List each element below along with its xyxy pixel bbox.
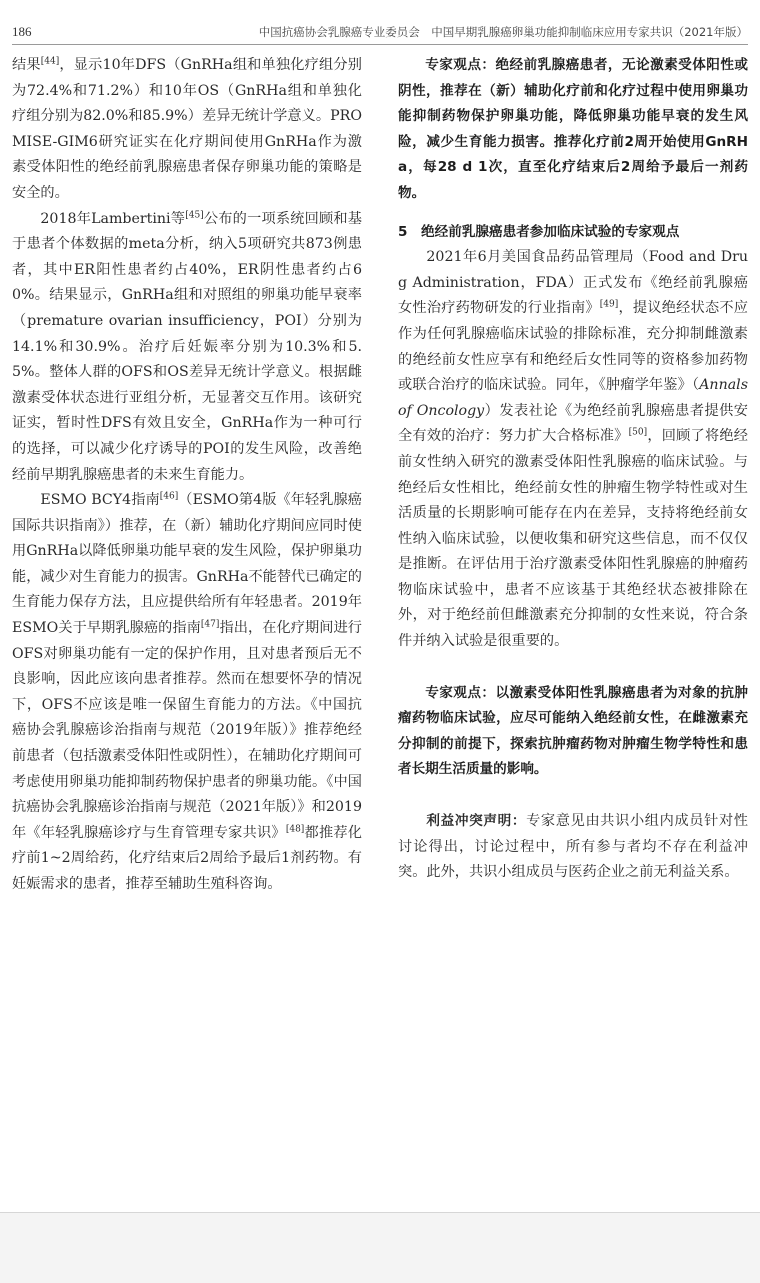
page-bottom-band	[0, 1212, 760, 1283]
citation-45[interactable]: [45]	[185, 209, 204, 220]
text-run: ，提议绝经状态不应作为任何乳腺癌临床试验的排除标准，充分抑制雌激素的绝经前女性应享有和绝经后女性同等的资格参加药物或联合治疗的临床试验。同年，《肿瘤学年鉴》（	[398, 300, 748, 394]
text-run: 结果	[12, 57, 41, 73]
paragraph-esmo-guidelines	[12, 488, 362, 898]
left-column	[12, 53, 362, 898]
spacer	[398, 207, 748, 220]
header-divider	[12, 44, 748, 45]
text-run: ESMO BCY4指南	[40, 492, 160, 509]
citation-44[interactable]: [44]	[40, 56, 60, 67]
page-number: 186	[12, 24, 32, 39]
text-run: ，回顾了将绝经前女性纳入研究的激素受体阳性乳腺癌的临床试验。与绝经后女性相比，绝经前女性的肿瘤生物学特性或对生活质量的长期影响可能存在内在差异，支持将绝经前女性纳入临床试验，以便收集和研究这些信息，而不仅仅是推断。在评估用于治疗激素受体阳性乳腺癌的肿瘤药物临床试验中，患者不应该基于其绝经状态被排除在外，对于绝经前但雌激素充分抑制的女性来说，符合条件并纳入试验是很重要的。	[398, 428, 748, 650]
page-header	[0, 0, 760, 44]
text-run: 都推荐化疗前1~2周给药，化疗结束后2周给予最后1剂药物。有妊娠需求的患者，推荐至辅助生殖科咨询。	[12, 824, 362, 892]
text-run: （ESMO第4版《年轻乳腺癌国际共识指南》）推荐，在（新）辅助化疗期间应同时使用GnRHa以降低卵巢功能早衰的发生风险，保护卵巢功能，减少对生育能力的损害。GnRHa不能替代已确定的生育能力保存方法，且应提供给所有年轻患者。2019年ESMO关于早期乳腺癌的指南	[12, 492, 362, 637]
citation-47[interactable]: [47]	[200, 619, 220, 630]
text-run: 指出，在化疗期间进行OFS对卵巢功能有一定的保护作用，且对患者预后无不良影响，因此应该向患者推荐。然而在想要怀孕的情况下，OFS不应该是唯一保留生育能力的方法。《中国抗癌协会乳腺癌诊治指南与规范（2019年版）》推荐绝经前患者（包括激素受体阳性或阴性），在辅助化疗期间可考虑使用卵巢功能抑制药物保护患者的卵巢功能。《中国抗癌协会乳腺癌诊治指南与规范（2021年版）》和2019年《年轻乳腺癌诊疗与生育管理专家共识》	[12, 620, 362, 841]
text-run: 2021年6月美国食品药品管理局（Food and Drug Administration，FDA）正式发布《绝经前乳腺癌女性治疗药物研发的行业指南》	[398, 249, 748, 317]
paragraph-fda-guidance	[398, 245, 748, 655]
running-title: 中国抗癌协会乳腺癌专业委员会 中国早期乳腺癌卵巢功能抑制临床应用专家共识（2021年版）	[258, 25, 748, 39]
conflict-label: 利益冲突声明：	[426, 813, 527, 830]
text-run: 2018年Lambertini等	[40, 210, 186, 227]
citation-49[interactable]: [49]	[599, 299, 619, 310]
conflict-text: 专家意见由共识小组内成员针对性讨论得出，讨论过程中，所有参与者均不存在利益冲突。此外，共识小组成员与医药企业之前无利益关系。	[398, 813, 748, 881]
citation-48[interactable]: [48]	[285, 824, 305, 835]
right-column	[398, 53, 748, 886]
citation-46[interactable]: [46]	[159, 491, 179, 502]
journal-title: Annals of Oncology	[398, 377, 748, 419]
expert-opinion-clinical-trials: 专家观点：以激素受体阳性乳腺癌患者为对象的抗肿瘤药物临床试验，应尽可能纳入绝经前女性，在雌激素充分抑制的前提下，探索抗肿瘤药物对肿瘤生物学特性和患者长期生活质量的影响。	[398, 684, 748, 778]
expert-opinion-ovarian-protection: 专家观点：绝经前乳腺癌患者，无论激素受体阳性或阴性，推荐在（新）辅助化疗前和化疗过程中使用卵巢功能抑制药物保护卵巢功能，降低卵巢功能早衰的发生风险，减少生育能力损害。推荐化疗前2周开始使用GnRHa，每28 d 1次，直至化疗结束后2周给予最后一剂药物。	[398, 57, 748, 201]
citation-50[interactable]: [50]	[628, 427, 648, 438]
spacer	[398, 655, 748, 681]
text-run: 公布的一项系统回顾和基于患者个体数据的meta分析，纳入5项研究共873例患者，其中ER阳性患者约占40%，ER阴性患者约占60%。结果显示，GnRHa组和对照组的卵巢功能早衰率（premature ovarian insufficiency，POI）分别为14.1%和30.9%。治疗后妊娠率分别为10.3%和5.5%。整体人群的OFS和OS差异无统计学意义。根据雌激素受体状态进行亚组分析，无显著交互作用。该研究证实，暂时性DFS有效且安全，GnRHa作为一种可行的选择，可以减少化疗诱导的POI的发生风险，改善绝经前早期乳腺癌患者的未来生育能力。	[12, 210, 362, 483]
paragraph-results-continued	[12, 53, 362, 207]
section-heading-5: 5 绝经前乳腺癌患者参加临床试验的专家观点	[398, 223, 680, 240]
spacer	[398, 783, 748, 809]
text-run: ）发表社论《为绝经前乳腺癌患者提供安全有效的治疗：努力扩大合格标准》	[398, 402, 748, 445]
paragraph-lambertini-meta-analysis	[12, 207, 362, 489]
conflict-of-interest-statement	[398, 809, 748, 886]
text-run: ，显示10年DFS（GnRHa组和单独化疗组分别为72.4%和71.2%）和10年OS（GnRHa组和单独化疗组分别为82.0%和85.9%）差异无统计学意义。PROMISE-GIM6研究证实在化疗期间使用GnRHa作为激素受体阳性的绝经前乳腺癌患者保存卵巢功能的策略是安全的。	[12, 57, 362, 201]
